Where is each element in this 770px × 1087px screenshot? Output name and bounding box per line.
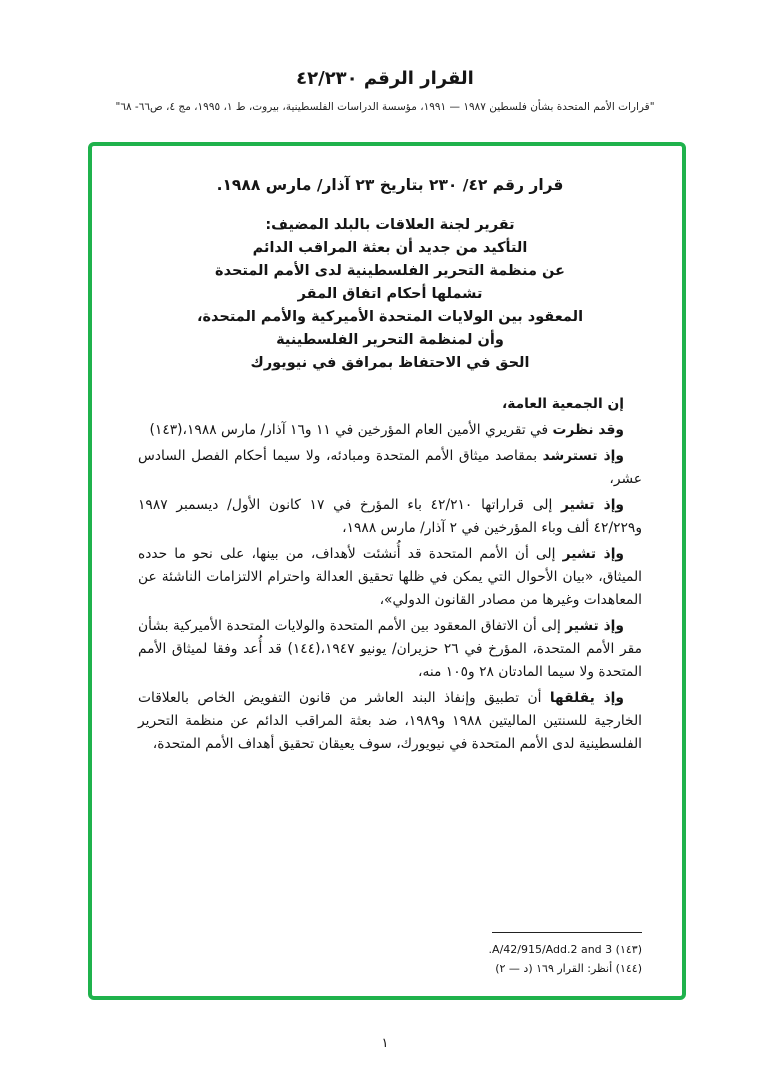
body-paragraph bbox=[138, 543, 642, 612]
body-paragraph bbox=[138, 419, 642, 442]
resolution-title-line: عن منظمة التحرير الفلسطينية لدى الأمم المتحدة bbox=[215, 263, 565, 279]
body-paragraph bbox=[138, 687, 642, 756]
paragraph-lead: وإذ يقلقها bbox=[549, 690, 624, 706]
body-paragraph bbox=[138, 393, 642, 416]
paragraph-text: إلى أن الاتفاق المعقود بين الأمم المتحدة والولايات المتحدة الأميركية بشأن مقر الأمم المتحدة، المؤرخ في ٢٦ حزيران/ يونيو ١٩٤٧،(١٤٤) قد أُعد وفقا لميثاق الأمم المتحدة ولا سيما المادتان ٢٨ و١٠٥ منه، bbox=[138, 618, 642, 680]
paragraph-text: إلى قراراتها ٤٢/٢١٠ باء المؤرخ في ١٧ كانون الأول/ ديسمبر ١٩٨٧ و٤٢/٢٢٩ ألف وباء المؤرخين في ٢ آذار/ مارس ١٩٨٨، bbox=[138, 497, 642, 536]
footnote: (١٤٤) أنظر: القرار ١٦٩ (د — ٢) bbox=[495, 962, 642, 975]
footnote-divider bbox=[492, 932, 642, 933]
green-frame bbox=[88, 142, 686, 1000]
body-paragraph bbox=[138, 494, 642, 540]
paragraph-lead: إن الجمعية العامة، bbox=[501, 396, 624, 412]
page-number: ١ bbox=[381, 1036, 389, 1051]
resolution-title-line: وأن لمنظمة التحرير الفلسطينية bbox=[276, 332, 504, 348]
resolution-title-block bbox=[138, 214, 642, 375]
paragraph-text: بمقاصد ميثاق الأمم المتحدة ومبادئه، ولا سيما أحكام الفصل السادس عشر، bbox=[138, 448, 642, 487]
footnote: (١٤٣) A/42/915/Add.2 and 3. bbox=[488, 943, 642, 956]
paragraph-text: في تقريري الأمين العام المؤرخين في ١١ و١٦ آذار/ مارس ١٩٨٨،(١٤٣) bbox=[149, 422, 553, 438]
resolution-heading: قرار رقم ٤٢/ ٢٣٠ بتاريخ ٢٣ آذار/ مارس ١٩٨٨. bbox=[216, 176, 564, 194]
resolution-title-line: تقرير لجنة العلاقات بالبلد المضيف: bbox=[265, 217, 515, 233]
body-paragraph bbox=[138, 615, 642, 684]
resolution-title-line: تشملها أحكام اتفاق المقر bbox=[297, 286, 483, 302]
footnote-list bbox=[138, 940, 642, 978]
resolution-body bbox=[138, 393, 642, 759]
page-title: القرار الرقم ٤٢/٢٣٠ bbox=[296, 68, 474, 89]
body-paragraph bbox=[138, 445, 642, 491]
paragraph-lead: وقد نظرت bbox=[552, 422, 624, 438]
paragraph-text: إلى أن الأمم المتحدة قد أُنشئت لأهداف، من بينها، على نحو ما حدده الميثاق، «بيان الأحوال التي يمكن في ظلها تحقيق العدالة واحترام الالتزامات الناشئة عن المعاهدات وغيرها من مصادر القانون الدولي»، bbox=[138, 546, 642, 608]
source-citation: "قرارات الأمم المتحدة بشأن فلسطين ١٩٨٧ — ١٩٩١، مؤسسة الدراسات الفلسطينية، بيروت، ط ١، ١٩٩٥، مج ٤، ص٦٦- ٦٨" bbox=[115, 101, 655, 113]
resolution-title-line: التأكيد من جديد أن بعثة المراقب الدائم bbox=[252, 240, 528, 256]
resolution-title-line: المعقود بين الولايات المتحدة الأميركية والأمم المتحدة، bbox=[196, 309, 584, 325]
paragraph-lead: وإذ تسترشد bbox=[542, 448, 624, 464]
paragraph-lead: وإذ تشير bbox=[565, 618, 624, 634]
paragraph-lead: وإذ تشير bbox=[562, 546, 625, 562]
footnote-section bbox=[138, 932, 642, 982]
paragraph-text: أن تطبيق وإنفاذ البند العاشر من قانون التفويض الخاص بالعلاقات الخارجية للسنتين الماليتين ١٩٨٨ و١٩٨٩، ضد بعثة المراقب الدائم عن منظمة التحرير الفلسطينية لدى الأمم المتحدة في نيويورك، سوف يعيقان تحقيق أهداف الأمم المتحدة، bbox=[138, 690, 642, 752]
resolution-title-line: الحق في الاحتفاظ بمرافق في نيويورك bbox=[250, 355, 530, 371]
paragraph-lead: وإذ تشير bbox=[561, 497, 625, 513]
